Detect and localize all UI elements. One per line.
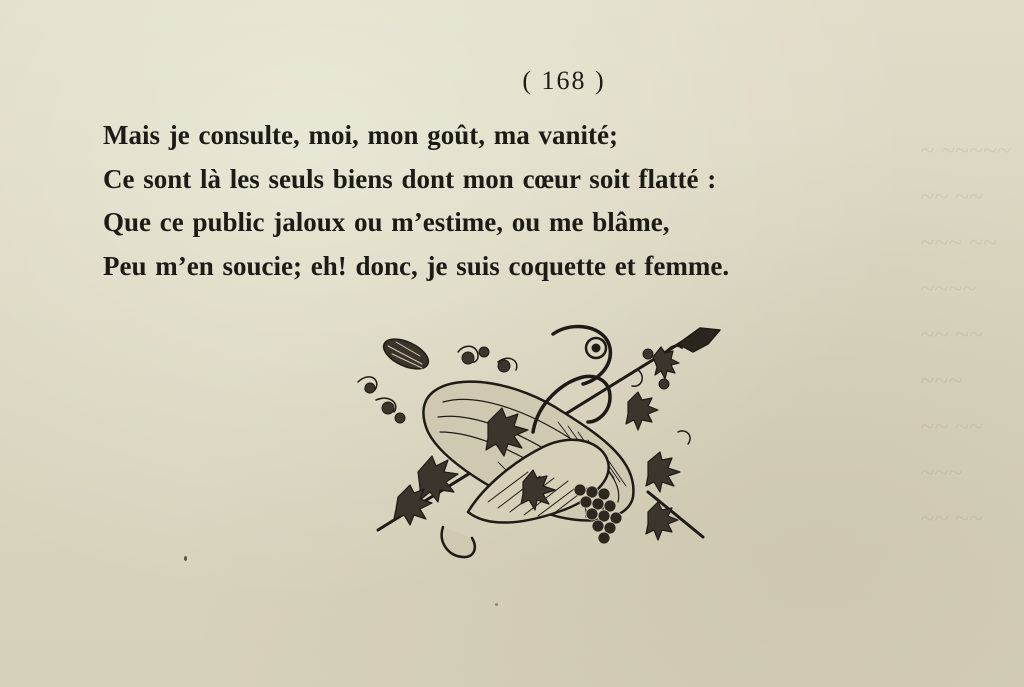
page-number: ( 168 ) xyxy=(522,66,606,95)
verse-block xyxy=(103,114,923,288)
paper-speck xyxy=(495,603,498,606)
verse-line-1: Mais je consulte, moi, mon goût, ma vanité; xyxy=(103,120,618,150)
bleed-through-texture: ~ ~~~~~ ~~ ~~ ~~~ ~~ ~~~~ ~~ ~~ ~~~ ~~ ~~ ~~~ ~~ ~~ xyxy=(920,136,1011,533)
verse-line-3: Que ce public jaloux ou m’estime, ou me blâme, xyxy=(103,207,670,237)
verse-line-2: Ce sont là les seuls biens dont mon cœur soit flatté : xyxy=(103,163,717,194)
paper-speck xyxy=(184,556,187,561)
verse-line-4: Peu m’en soucie; eh! donc, je suis coquette et femme. xyxy=(103,250,730,281)
vase-grapes-vignette-icon xyxy=(348,322,733,562)
